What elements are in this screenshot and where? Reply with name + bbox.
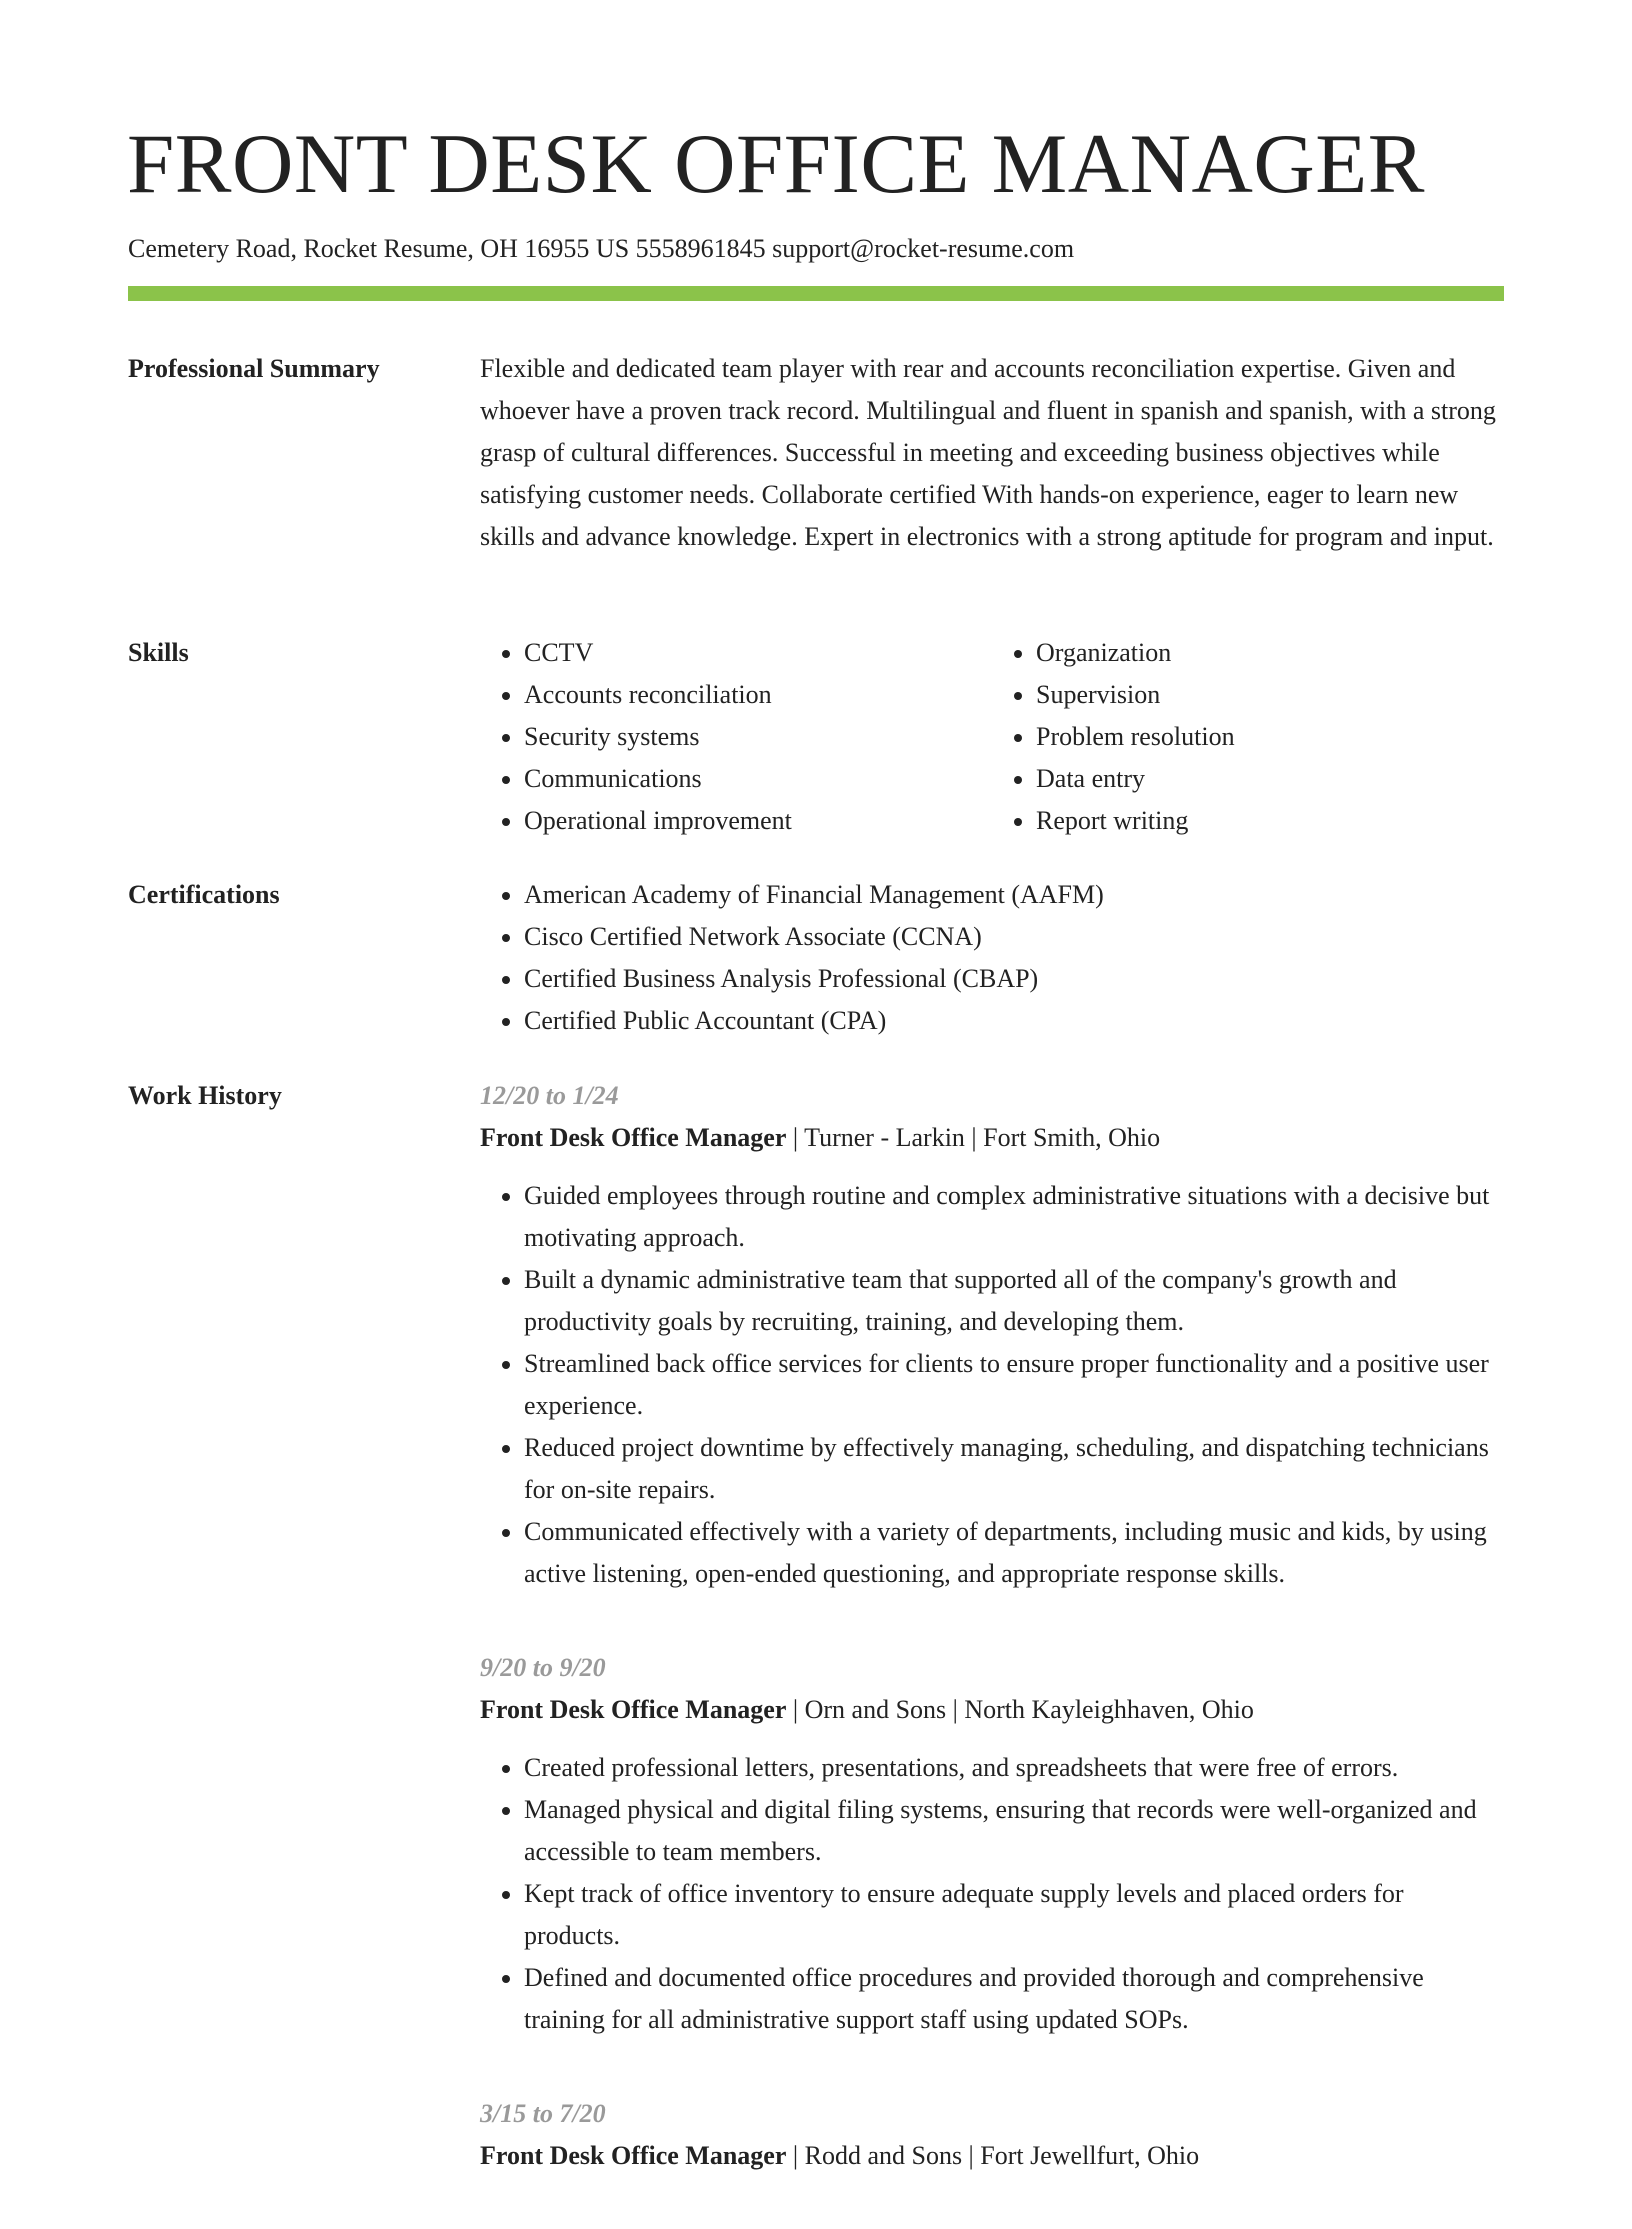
job-bullet: • Defined and documented office procedures and provided thorough and comprehensive training for all administrative support staff using updated SOPs. xyxy=(524,1957,1504,2041)
job-bullets xyxy=(480,1747,1504,2041)
skill-item: • Organization xyxy=(1036,632,1504,674)
job-details: | Rodd and Sons | Fort Jewellfurt, Ohio xyxy=(786,2141,1200,2170)
accent-divider xyxy=(128,286,1504,301)
certification-item: • Cisco Certified Network Associate (CCNA) xyxy=(524,916,1504,958)
skill-item: • Communications xyxy=(524,758,992,800)
section-label-work-history: Work History xyxy=(128,1081,282,1110)
section-label-skills: Skills xyxy=(128,638,189,667)
job-bullet: • Managed physical and digital filing systems, ensuring that records were well-organized and accessible to team members. xyxy=(524,1789,1504,1873)
job-bullet: • Reduced project downtime by effectively managing, scheduling, and dispatching technicians for on-site repairs. xyxy=(524,1427,1504,1511)
job-details: | Orn and Sons | North Kayleighhaven, Ohio xyxy=(786,1695,1254,1724)
skills-list-left xyxy=(480,632,992,842)
section-label-summary: Professional Summary xyxy=(128,354,380,383)
job-bullet: • Streamlined back office services for clients to ensure proper functionality and a positive user experience. xyxy=(524,1343,1504,1427)
summary-text: Flexible and dedicated team player with rear and accounts reconciliation expertise. Given and whoever have a proven track record. Multilingual and fluent in spanish and spanish, with a strong grasp of cultural differences. Successful in meeting and exceeding business objectives while satisfying customer needs. Collaborate certified With hands-on experience, eager to learn new skills and advance knowledge. Expert in electronics with a strong aptitude for program and input. xyxy=(480,354,1496,551)
skills-content xyxy=(480,632,1504,842)
job-bullet: • Communicated effectively with a variety of departments, including music and kids, by using active listening, open-ended questioning, and appropriate response skills. xyxy=(524,1511,1504,1595)
skill-item: • Problem resolution xyxy=(1036,716,1504,758)
section-label-certifications: Certifications xyxy=(128,880,280,909)
job-bullets xyxy=(480,1175,1504,1595)
contact-info: Cemetery Road, Rocket Resume, OH 16955 US 5558961845 support@rocket-resume.com xyxy=(128,234,1075,263)
skill-item: • Report writing xyxy=(1036,800,1504,842)
skill-item: • Security systems xyxy=(524,716,992,758)
job-title: Front Desk Office Manager xyxy=(480,1695,787,1724)
skills-list-right xyxy=(992,632,1504,842)
job-entry xyxy=(480,2093,1504,2177)
certification-item: • Certified Business Analysis Professional (CBAP) xyxy=(524,958,1504,1000)
job-dates: 9/20 to 9/20 xyxy=(480,1653,606,1682)
job-bullet: • Created professional letters, presentations, and spreadsheets that were free of errors. xyxy=(524,1747,1504,1789)
certification-item: • American Academy of Financial Management (AAFM) xyxy=(524,874,1504,916)
job-bullet: • Built a dynamic administrative team that supported all of the company's growth and productivity goals by recruiting, training, and developing them. xyxy=(524,1259,1504,1343)
resume-name: FRONT DESK OFFICE MANAGER xyxy=(127,117,1425,211)
certifications-list xyxy=(480,874,1504,1042)
job-header xyxy=(480,1117,1504,1159)
job-bullet: • Guided employees through routine and complex administrative situations with a decisive but motivating approach. xyxy=(524,1175,1504,1259)
skill-item: • CCTV xyxy=(524,632,992,674)
job-bullet: • Kept track of office inventory to ensure adequate supply levels and placed orders for products. xyxy=(524,1873,1504,1957)
skill-item: • Supervision xyxy=(1036,674,1504,716)
job-title: Front Desk Office Manager xyxy=(480,1123,787,1152)
job-header xyxy=(480,1689,1504,1731)
work-history-content xyxy=(480,1075,1504,2229)
summary-content xyxy=(480,348,1504,558)
skill-item: • Operational improvement xyxy=(524,800,992,842)
job-dates: 12/20 to 1/24 xyxy=(480,1081,619,1110)
job-dates: 3/15 to 7/20 xyxy=(480,2099,606,2128)
skill-item: • Accounts reconciliation xyxy=(524,674,992,716)
certification-item: • Certified Public Accountant (CPA) xyxy=(524,1000,1504,1042)
job-entry xyxy=(480,1647,1504,2041)
certifications-content xyxy=(480,874,1504,1042)
skill-item: • Data entry xyxy=(1036,758,1504,800)
job-entry xyxy=(480,1075,1504,1595)
job-details: | Turner - Larkin | Fort Smith, Ohio xyxy=(786,1123,1161,1152)
job-title: Front Desk Office Manager xyxy=(480,2141,787,2170)
job-header xyxy=(480,2135,1504,2177)
